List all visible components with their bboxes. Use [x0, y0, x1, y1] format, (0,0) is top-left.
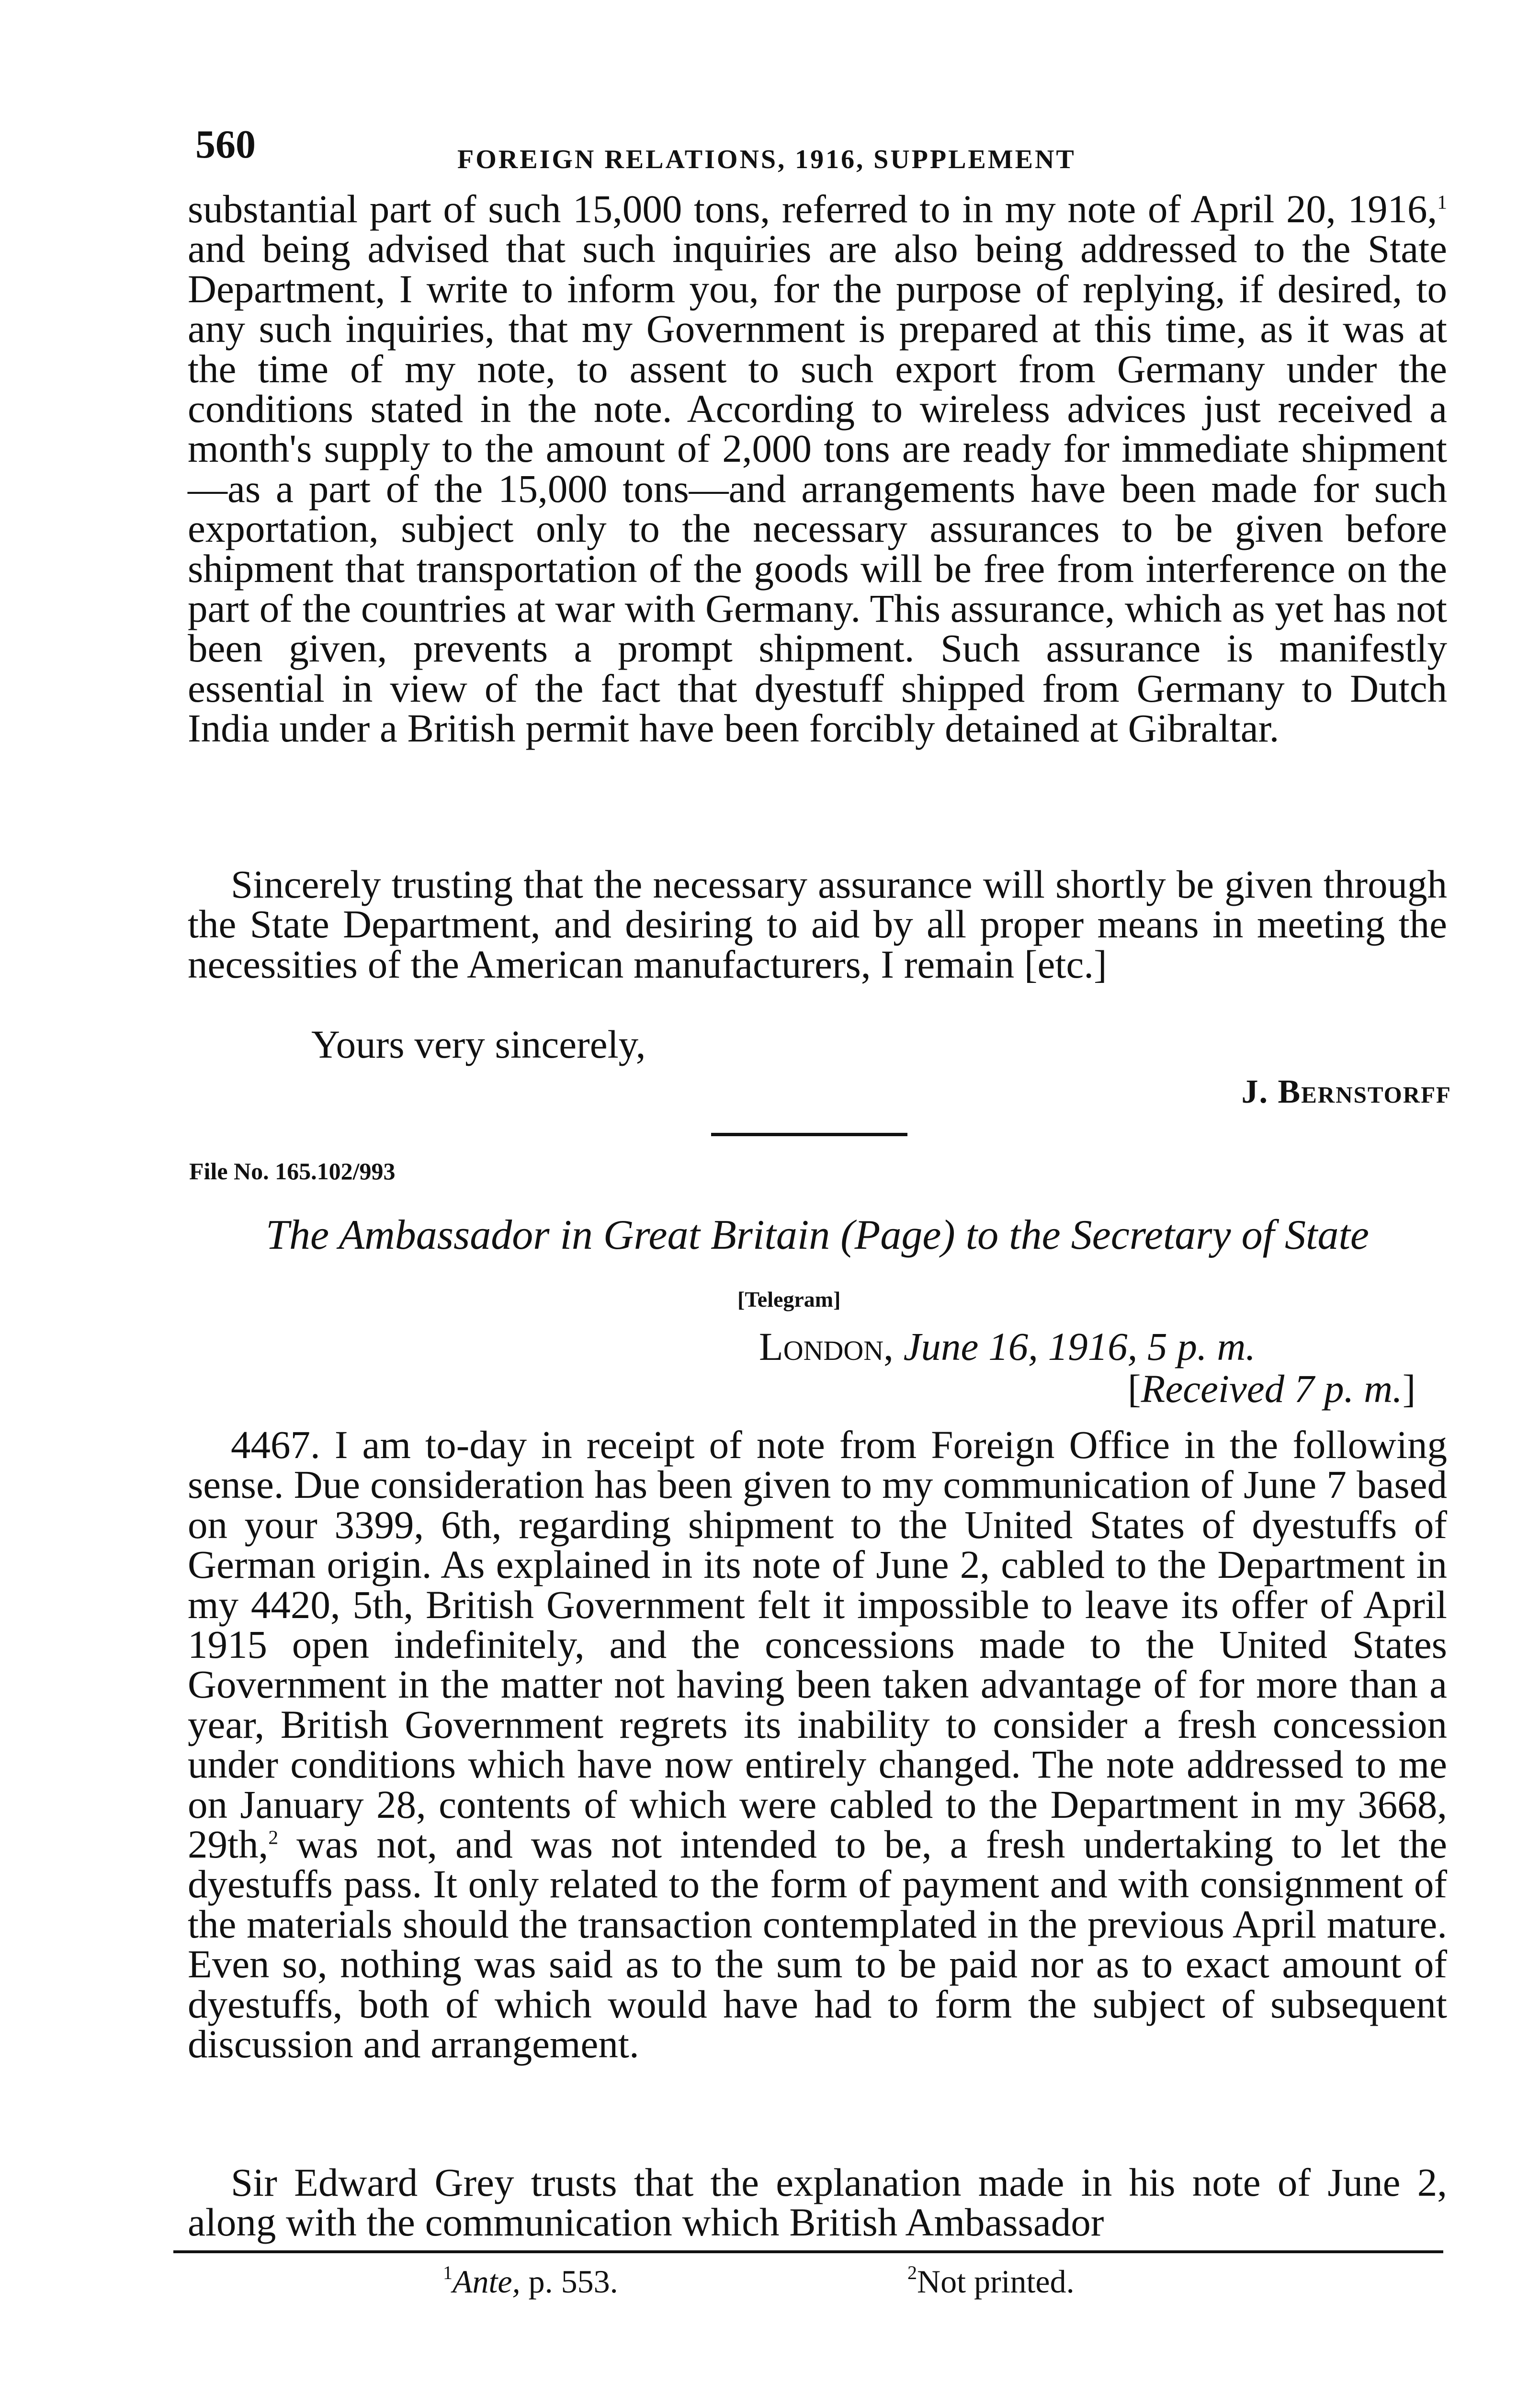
page-number: 560: [195, 122, 256, 167]
footnote-ref-1: 1: [1437, 191, 1447, 213]
dateline-place: London,: [759, 1324, 894, 1369]
dateline: [759, 1324, 1256, 1369]
footnote-1-italic: Ante,: [453, 2263, 521, 2300]
footnote-1-mark: 1: [443, 2262, 453, 2283]
signature: J. Bernstorff: [1241, 1073, 1451, 1110]
file-number: File No. 165.102/993: [189, 1158, 396, 1185]
footnote-1: [443, 2263, 618, 2298]
telegram-text-part-b: was not, and was not intended to be, a fresh undertaking to let the dyestuffs pass. It only related to the form of payment and with consignment of the materials should the transaction contemplated in the previous April mature. Even so, nothing was said as to the sum to be paid nor as to exact amount of dyestuffs, both of which would have had to form the subject of subsequent discussion and arrangement.: [188, 1822, 1447, 2066]
footnote-2-mark: 2: [907, 2262, 917, 2283]
received-open-bracket: [: [1128, 1367, 1141, 1411]
dateline-date: June 16, 1916, 5 p. m.: [903, 1324, 1256, 1369]
footnote-rule: [173, 2250, 1443, 2253]
letter-closing-paragraph: Sincerely trusting that the necessary assurance will shortly be given through the State Department, and desiring to aid by all proper means in meeting the necessities of the American manufacturers, I remain [etc.]: [188, 862, 1447, 986]
telegram-paragraph-2: Sir Edward Grey trusts that the explanation made in his note of June 2, along with the communication which British Ambassador: [188, 2160, 1447, 2245]
footnote-2-text: Not printed.: [917, 2263, 1075, 2300]
telegram-paragraph-1: [188, 1425, 1447, 2064]
complimentary-close: Yours very sincerely,: [311, 1022, 646, 1066]
footnote-1-text: p. 553.: [520, 2263, 618, 2300]
document-type: [Telegram]: [737, 1287, 841, 1312]
document-heading: The Ambassador in Great Britain (Page) to the Secretary of State: [266, 1212, 1369, 1258]
letter-text-part-a: substantial part of such 15,000 tons, referred to in my note of April 20, 1916,: [188, 187, 1438, 231]
letter-continuation-paragraph: [188, 189, 1447, 749]
letter-text-part-b: and being advised that such inquiries are also being addressed to the State Department, I write to inform you, for the purpose of replying, if desired, to any such inquiries, that my Government is prepared at this time, as it was at the time of my note, to assent to such export from Germany under the conditions stated in the note. According to wireless advices just received a month's supply to the amount of 2,000 tons are ready for immediate shipment—as a part of the 15,000 tons—and arrangements have been made for such exportation, subject only to the necessary assurances to be given before shipment that transportation of the goods will be free from interference on the part of the countries at war with Germany. This assurance, which as yet has not been given, prevents a prompt shipment. Such assurance is manifestly essential in view of the fact that dyestuff shipped from Germany to Dutch India under a British permit have been forcibly detained at Gibraltar.: [188, 227, 1447, 751]
section-divider: [711, 1133, 907, 1136]
running-head: FOREIGN RELATIONS, 1916, SUPPLEMENT: [457, 145, 1076, 174]
received-time: [1128, 1369, 1415, 1409]
received-text: Received 7 p. m.: [1141, 1367, 1403, 1411]
telegram-text-part-a: 4467. I am to-day in receipt of note from Foreign Office in the following sense. Due consideration has been given to my communication of June 7 based on your 3399, 6th, regarding shipment to the United States of dyestuffs of German origin. As explained in its note of June 2, cabled to the Department in my 4420, 5th, British Government felt it impossible to leave its offer of April 1915 open indefinitely, and the concessions made to the United States Government in the matter not having been taken advantage of for more than a year, British Government regrets its inability to consider a fresh concession under conditions which have now entirely changed. The note addressed to me on January 28, contents of which were cabled to the Department in my 3668, 29th,: [188, 1423, 1447, 1867]
received-close-bracket: ]: [1402, 1367, 1416, 1411]
footnote-ref-2: 2: [268, 1826, 279, 1848]
footnote-2: [907, 2263, 1075, 2298]
